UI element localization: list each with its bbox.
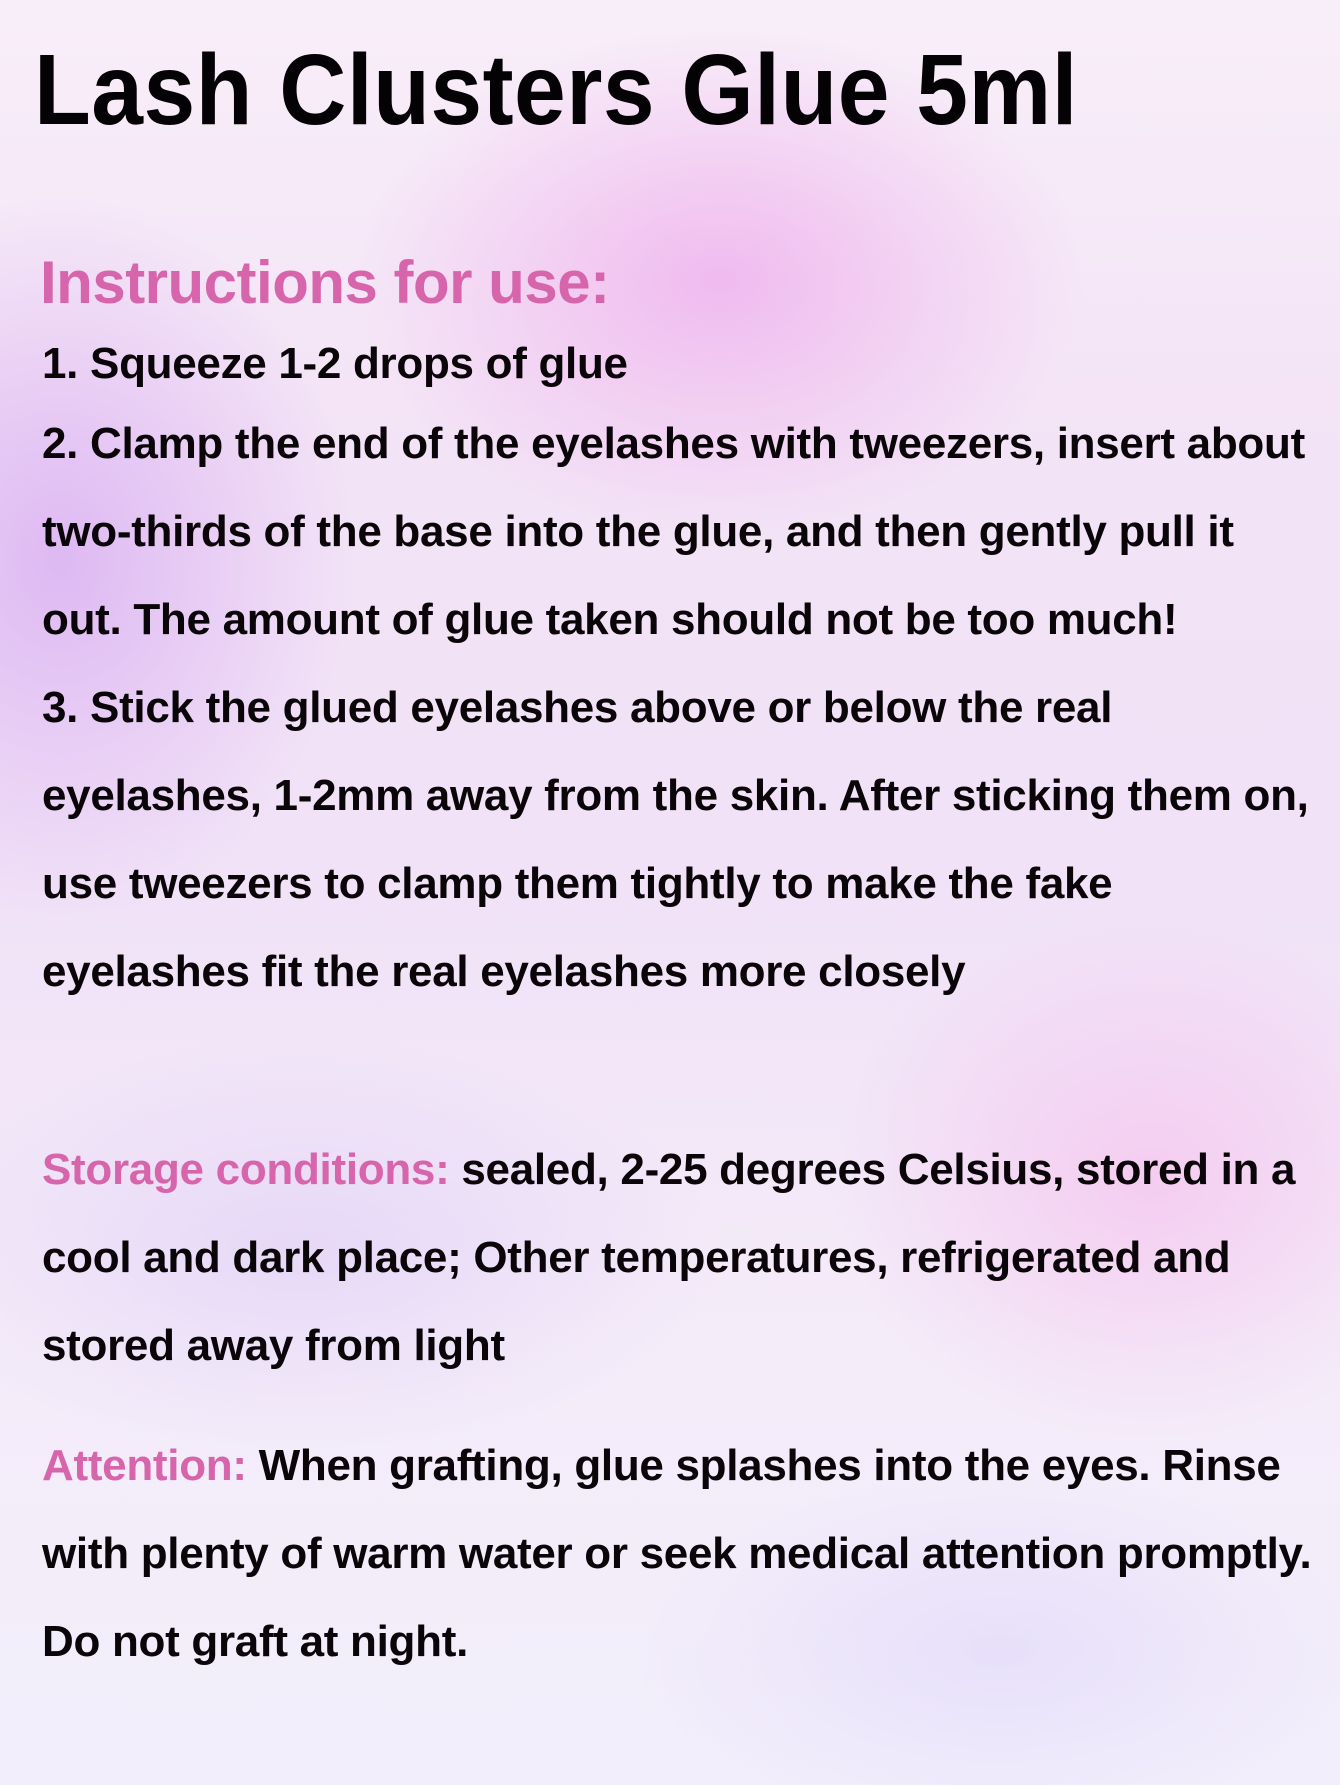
instruction-step-3: 3. Stick the glued eyelashes above or below the real eyelashes, 1-2mm away from the skin. After sticking them on, use tweezers to clamp them tightly to make the fake eyelashes fit the real eyelashes more closely <box>42 683 1309 996</box>
storage-label: Storage conditions: <box>42 1145 450 1194</box>
attention-label: Attention: <box>42 1441 247 1490</box>
attention-section <box>42 1422 1312 1686</box>
instruction-step-1: 1. Squeeze 1-2 drops of glue <box>42 339 628 388</box>
instructions-steps-list <box>42 328 1312 1016</box>
page-title: Lash Clusters Glue 5ml <box>34 34 1078 146</box>
attention-text: When grafting, glue splashes into the eyes. Rinse with plenty of warm water or seek medical attention promptly. Do not graft at night. <box>42 1441 1312 1666</box>
storage-section <box>42 1126 1312 1390</box>
instructions-heading: Instructions for use: <box>40 249 610 316</box>
instruction-step-2: 2. Clamp the end of the eyelashes with tweezers, insert about two-thirds of the base into the glue, and then gently pull it out. The amount of glue taken should not be too much! <box>42 419 1305 644</box>
storage-text: sealed, 2-25 degrees Celsius, stored in a cool and dark place; Other temperatures, refrigerated and stored away from light <box>42 1145 1296 1370</box>
instructions-section <box>42 244 1312 1016</box>
